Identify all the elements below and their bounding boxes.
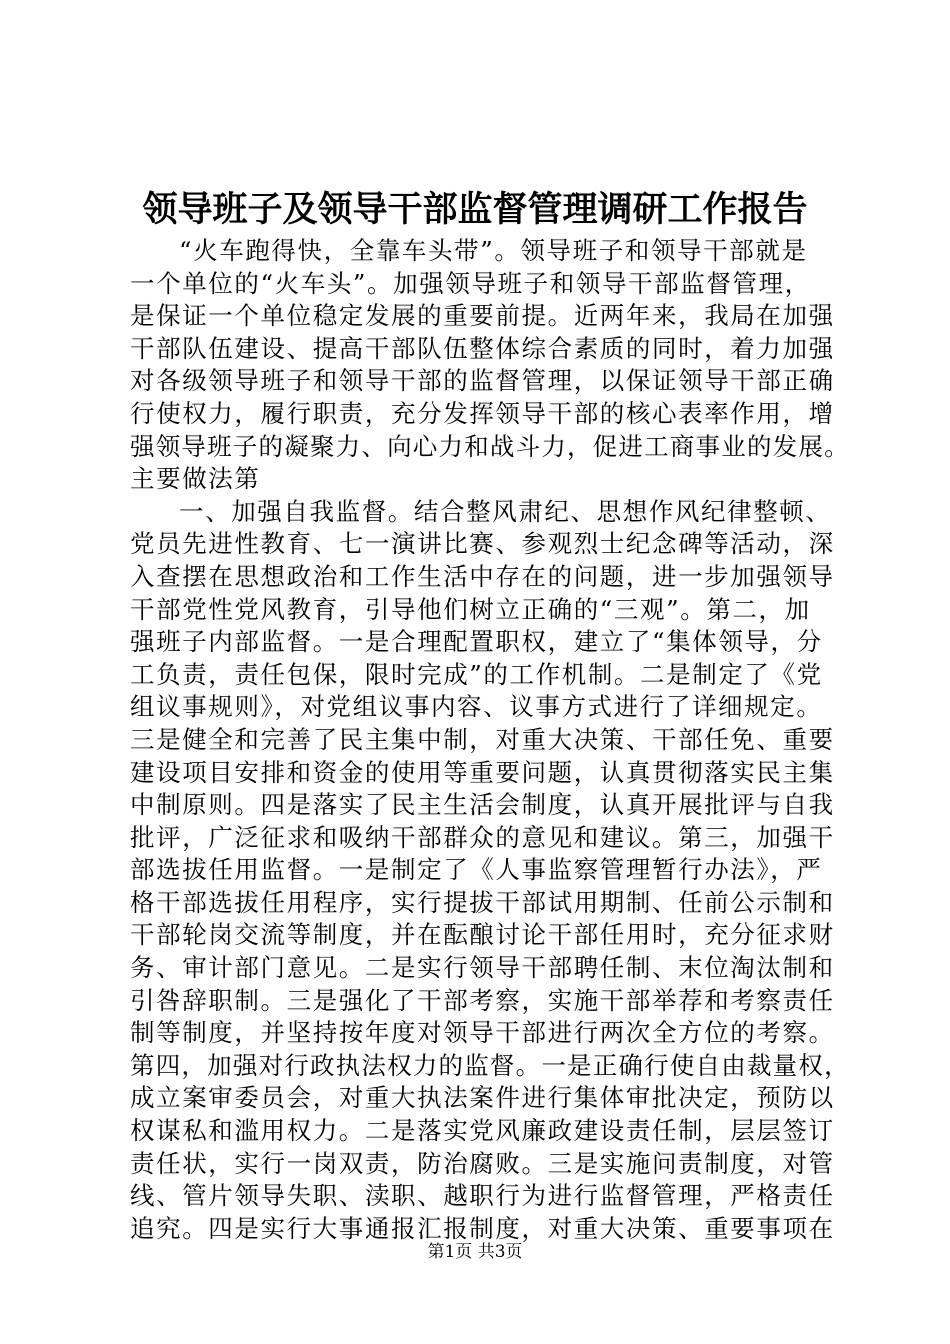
body-line: “火车跑得快，全靠车头带”。领导班子和领导干部就是 xyxy=(179,236,808,265)
body-line: 干部轮岗交流等制度，并在酝酿讨论干部任用时，充分征求财 xyxy=(130,920,835,950)
body-line: 权谋私和滥用权力。二是落实党风廉政建设责任制，层层签订 xyxy=(130,1116,835,1146)
body-line: 第四，加强对行政执法权力的监督。一是正确行使自由裁量权， xyxy=(130,1050,850,1080)
body-line: 入查摆在思想政治和工作生活中存在的问题，进一步加强领导 xyxy=(130,561,835,591)
body-line: 格干部选拔任用程序，实行提拔干部试用期制、任前公示制和 xyxy=(130,887,835,917)
body-line: 工负责，责任包保，限时完成”的工作机制。二是制定了《党 xyxy=(130,659,823,689)
body-line: 批评，广泛征求和吸纳干部群众的意见和建议。第三，加强干 xyxy=(130,822,835,852)
body-line: 中制原则。四是落实了民主生活会制度，认真开展批评与自我 xyxy=(130,790,835,820)
body-line: 是保证一个单位稳定发展的重要前提。近两年来，我局在加强 xyxy=(130,301,835,331)
body-line: 干部队伍建设、提高干部队伍整体综合素质的同时，着力加强 xyxy=(130,333,835,363)
body-line: 责任状，实行一岗双责，防治腐败。三是实施问责制度，对管 xyxy=(130,1148,835,1178)
body-line: 建设项目安排和资金的使用等重要问题，认真贯彻落实民主集 xyxy=(130,757,835,787)
body-line: 强领导班子的凝聚力、向心力和战斗力，促进工商事业的发展。 xyxy=(130,431,850,461)
body-line: 组议事规则》，对党组议事内容、议事方式进行了详细规定。 xyxy=(130,692,823,722)
body-line: 务、审计部门意见。二是实行领导干部聘任制、末位淘汰制和 xyxy=(130,953,835,983)
body-line: 部选拔任用监督。一是制定了《人事监察管理暂行办法》，严 xyxy=(130,855,823,885)
body-line: 对各级领导班子和领导干部的监督管理，以保证领导干部正确 xyxy=(130,366,835,396)
body-line: 制等制度，并坚持按年度对领导干部进行两次全方位的考察。 xyxy=(130,1018,835,1048)
body-line: 追究。四是实行大事通报汇报制度，对重大决策、重要事项在 xyxy=(130,1213,835,1243)
body-line: 行使权力，履行职责，充分发挥领导干部的核心表率作用，增 xyxy=(130,398,835,428)
body-line: 三是健全和完善了民主集中制，对重大决策、干部任免、重要 xyxy=(130,724,835,754)
body-line: 线、管片领导失职、渎职、越职行为进行监督管理，严格责任 xyxy=(130,1181,835,1211)
body-line: 一、加强自我监督。结合整风肃纪、思想作风纪律整顿、 xyxy=(179,496,832,526)
body-line: 党员先进性教育、七一演讲比赛、参观烈士纪念碑等活动，深 xyxy=(130,529,835,559)
body-line: 一个单位的“火车头”。加强领导班子和领导干部监督管理， xyxy=(130,268,811,298)
body-line: 主要做法第 xyxy=(130,464,261,494)
body-line: 强班子内部监督。一是合理配置职权，建立了“集体领导，分 xyxy=(130,627,823,657)
body-line: 引咎辞职制。三是强化了干部考察，实施干部举荐和考察责任 xyxy=(130,985,835,1015)
document-body xyxy=(130,235,850,1245)
body-line: 成立案审委员会，对重大执法案件进行集体审批决定，预防以 xyxy=(130,1083,835,1113)
document-title: 领导班子及领导干部监督管理调研工作报告 xyxy=(142,189,808,230)
page-footer: 第1页 共3页 xyxy=(427,1242,523,1262)
body-line: 干部党性党风教育，引导他们树立正确的“三观”。第二，加 xyxy=(130,594,811,624)
